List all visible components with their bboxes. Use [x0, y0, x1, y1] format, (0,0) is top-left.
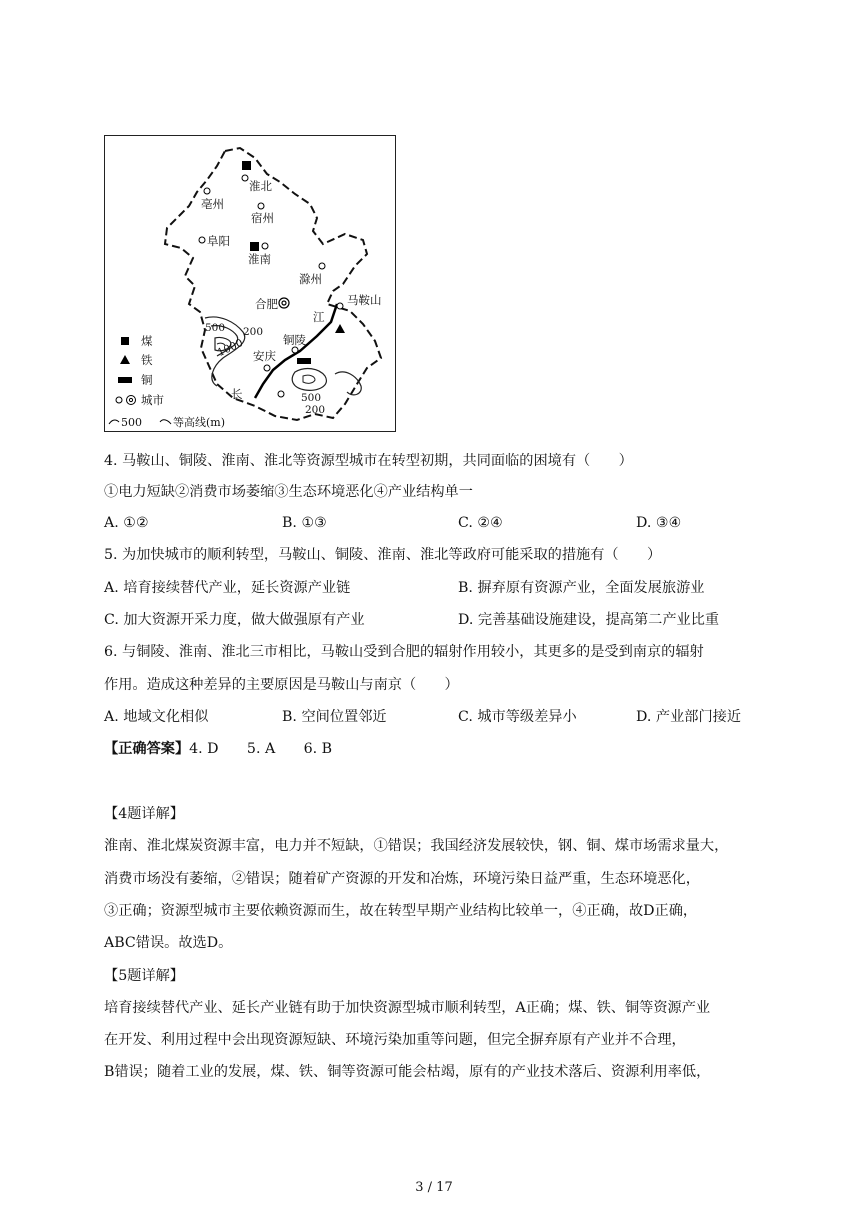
map-label-anqing: 安庆 — [253, 349, 276, 363]
anhui-resource-map — [104, 135, 396, 432]
q5-option-b: B. 摒弃原有资源产业，全面发展旅游业 — [458, 580, 705, 596]
contour-label-1000: 1000 — [215, 336, 246, 360]
answer-label: 【正确答案】 — [104, 741, 190, 757]
legend-contour-icon-right — [160, 420, 171, 424]
legend-iron-label: 铁 — [141, 353, 153, 367]
city-dot-bozhou — [204, 188, 210, 194]
map-label-maanshan: 马鞍山 — [347, 293, 382, 307]
q5-option-c: C. 加大资源开采力度，做大做强原有产业 — [104, 612, 365, 628]
contour-label-500-south: 500 — [301, 392, 322, 404]
legend-city-label: 城市 — [141, 393, 164, 407]
city-dot-chuzhou — [319, 263, 325, 269]
legend-copper-label: 铜 — [141, 373, 153, 387]
city-dot-huainan — [262, 243, 268, 249]
q5-option-a: A. 培育接续替代产业，延长资源产业链 — [104, 580, 351, 596]
coal-symbol-huaibei — [242, 161, 251, 170]
q4-stem: 4. 马鞍山、铜陵、淮南、淮北等资源型城市在转型初期，共同面临的困境有（ ） — [104, 453, 633, 469]
explain4-line-4: ABC错误。故选D。 — [104, 935, 233, 951]
q6-option-d: D. 产业部门接近 — [636, 709, 742, 725]
q4-option-b: B. ①③ — [282, 515, 327, 531]
map-label-chuzhou: 滁州 — [299, 272, 322, 286]
q4-option-c: C. ②④ — [458, 515, 503, 531]
province-boundary — [165, 148, 381, 420]
coal-symbol-huainan — [250, 242, 259, 251]
legend-contour-value: 500 — [121, 416, 142, 429]
legend-city-large-inner — [129, 398, 132, 401]
explain4-line-3: ③正确；资源型城市主要依赖资源而生，故在转型早期产业结构比较单一，④正确，故D正确， — [104, 903, 698, 919]
explain5-line-1: 培育接续替代产业、延长产业链有助于加快资源型城市顺利转型，A正确；煤、铁、铜等资源产业 — [104, 1000, 711, 1016]
map-label-suzhou: 宿州 — [251, 211, 274, 225]
answer-line — [104, 739, 332, 759]
map-label-river-jiang: 江 — [313, 310, 325, 324]
page-number: 3 / 17 — [415, 1180, 453, 1195]
city-dot-suzhou — [258, 203, 264, 209]
q5-option-d: D. 完善基础设施建设，提高第二产业比重 — [458, 612, 720, 628]
legend-contour-icon — [109, 420, 119, 424]
iron-symbol-maanshan — [335, 324, 345, 333]
city-dot-huaibei — [242, 175, 248, 181]
city-dot-anqing — [264, 365, 270, 371]
answer-values: 4. D 5. A 6. B — [189, 741, 333, 757]
map-label-huainan: 淮南 — [248, 252, 271, 266]
copper-symbol-tongling — [297, 358, 311, 364]
legend-city-small-icon — [116, 397, 122, 403]
legend-coal-icon — [121, 337, 129, 345]
city-dot-tongling — [292, 347, 298, 353]
q6-option-b: B. 空间位置邻近 — [282, 709, 387, 725]
city-dot-maanshan — [337, 303, 343, 309]
explain5-title: 【5题详解】 — [104, 968, 184, 984]
contour-label-200-south: 200 — [305, 404, 326, 416]
explain4-line-2: 消费市场没有萎缩，②错误；随着矿产资源的开发和冶炼，环境污染日益严重，生态环境恶化， — [104, 871, 700, 887]
map-label-huaibei: 淮北 — [249, 179, 272, 193]
map-label-fuyang: 阜阳 — [207, 234, 230, 248]
contour-label-200-west: 200 — [243, 326, 264, 338]
explain5-line-3: B错误；随着工业的发展，煤、铁、铜等资源可能会枯竭，原有的产业技术落后、资源利用率低， — [104, 1064, 711, 1080]
q6-stem-line2: 作用。造成这种差异的主要原因是马鞍山与南京（ ） — [104, 677, 459, 693]
q5-stem: 5. 为加快城市的顺利转型，马鞍山、铜陵、淮南、淮北等政府可能采取的措施有（ ） — [104, 547, 662, 563]
map-label-river-chang: 长 — [231, 387, 243, 401]
explain5-line-2: 在开发、利用过程中会出现资源短缺、环境污染加重等问题，但完全摒弃原有产业并不合理， — [104, 1032, 686, 1048]
legend-iron-icon — [120, 355, 130, 364]
legend-contour-label: 等高线(m) — [173, 416, 226, 429]
contour-label-500-west: 500 — [205, 322, 226, 334]
q4-items: ①电力短缺②消费市场萎缩③生态环境恶化④产业结构单一 — [104, 484, 473, 500]
city-dot-hefei-inner — [282, 301, 286, 305]
map-label-tongling: 铜陵 — [283, 333, 306, 347]
map-label-hefei: 合肥 — [255, 297, 278, 311]
explain4-line-1: 淮南、淮北煤炭资源丰富，电力并不短缺，①错误；我国经济发展较快，钢、铜、煤市场需求量大， — [104, 838, 729, 854]
q6-stem-line1: 6. 与铜陵、淮南、淮北三市相比，马鞍山受到合肥的辐射作用较小，其更多的是受到南京的辐射 — [104, 644, 704, 660]
map-label-bozhou: 亳州 — [201, 197, 224, 211]
q6-option-c: C. 城市等级差异小 — [458, 709, 577, 725]
legend-copper-icon — [118, 377, 132, 383]
q6-option-a: A. 地域文化相似 — [104, 709, 209, 725]
city-dot-south — [278, 391, 284, 397]
q4-option-a: A. ①② — [104, 515, 149, 531]
contour-south-inner — [303, 375, 315, 383]
explain4-title: 【4题详解】 — [104, 806, 184, 822]
legend-coal-label: 煤 — [141, 334, 153, 348]
q4-option-d: D. ③④ — [636, 515, 682, 531]
city-dot-fuyang — [199, 237, 205, 243]
contour-south-outer — [292, 369, 326, 391]
